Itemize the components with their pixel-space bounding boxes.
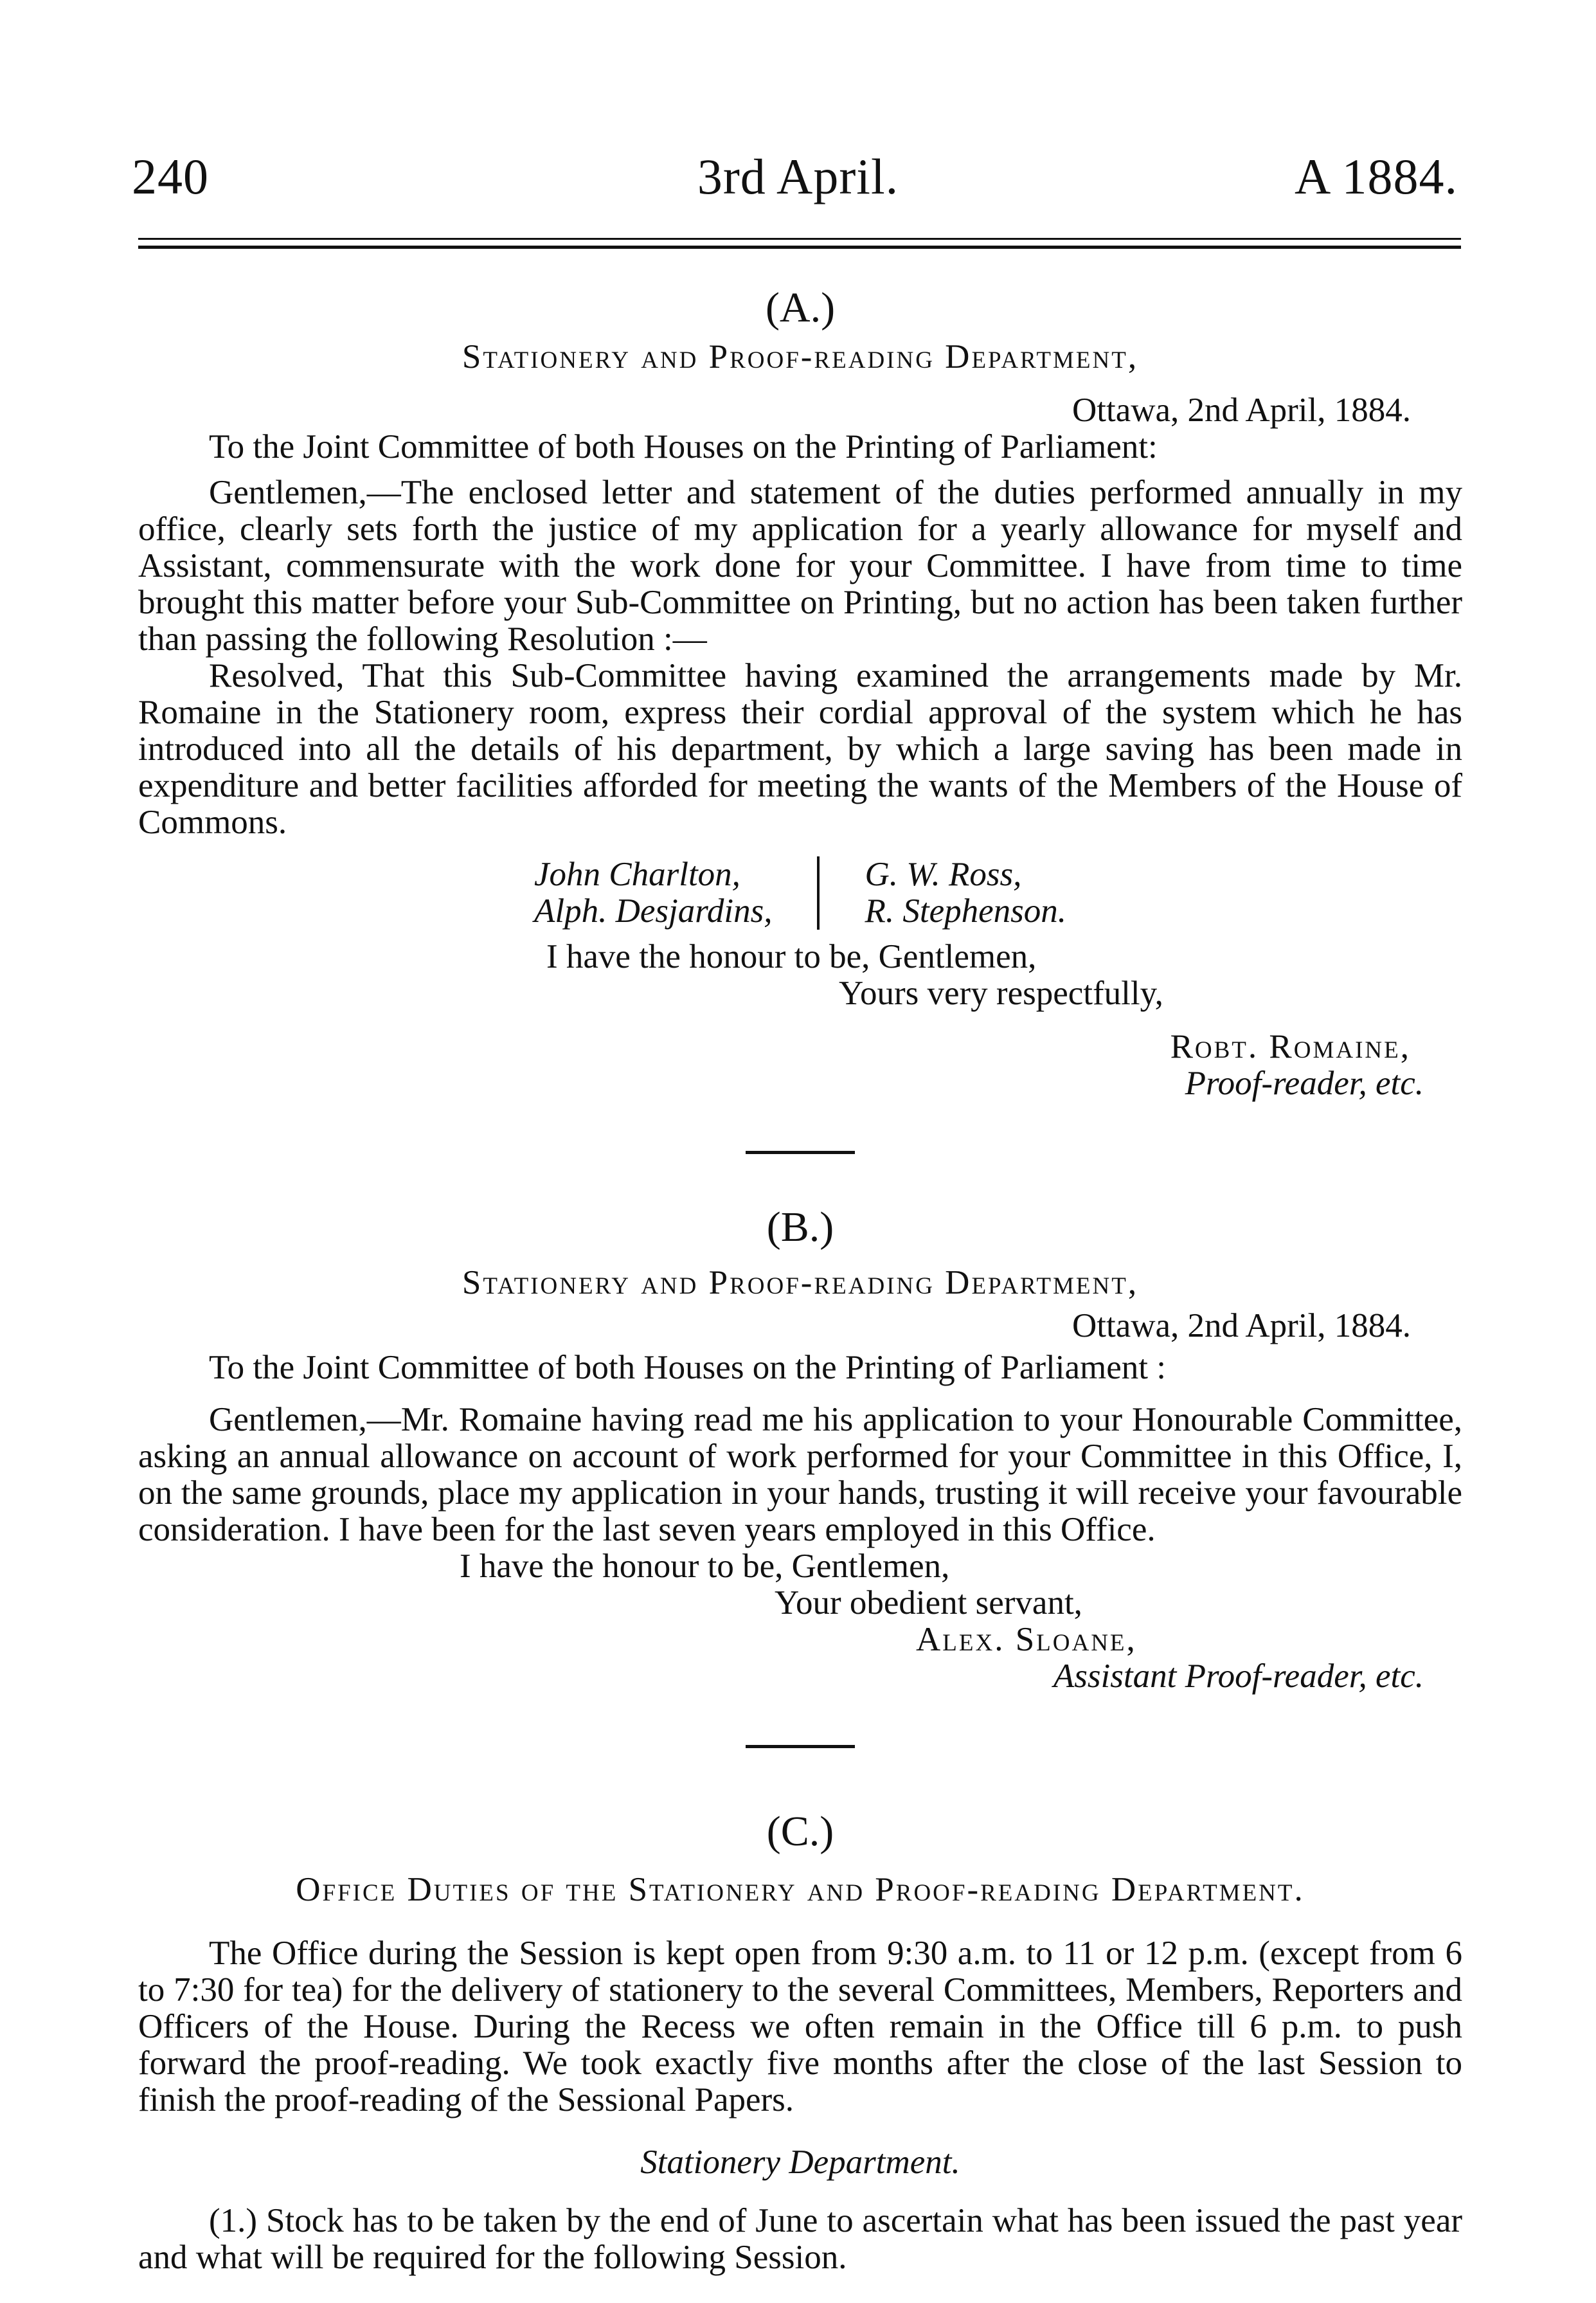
- section-c: [138, 1808, 1462, 2276]
- section-a-signature-title: Proof-reader, etc.: [1185, 1065, 1424, 1102]
- section-c-paragraph-1: The Office during the Session is kept open from 9:30 a.m. to 11 or 12 p.m. (except from 6 to 7:30 for tea) for the delivery of stationery to the several Committees, Members, Reporters and Officers of the House. During the Recess we often remain in the Office till 6 p.m. to push forward the proof-reading. We took exactly five months after the close of the last Session to finish the proof-reading of the Sessional Papers.: [138, 1935, 1462, 2118]
- page-number: 240: [132, 149, 209, 204]
- section-divider: [746, 1745, 855, 1748]
- section-a-paragraph-2: Resolved, That this Sub-Committee having examined the arrangements made by Mr. Romaine in the Stationery room, express their cordial approval of the system which he has introduced into all the details of his department, by which a large saving has been made in expenditure and better facilities afforded for meeting the wants of the Members of the House of Commons.: [138, 657, 1462, 841]
- committee-signatories: [138, 856, 1462, 930]
- section-c-heading: Office Duties of the Stationery and Proof-reading Department.: [296, 1871, 1305, 1908]
- section-a-department: Stationery and Proof-reading Department,: [462, 338, 1139, 375]
- section-b-label: (B.): [766, 1204, 834, 1251]
- section-b-closing-2: Your obedient servant,: [775, 1584, 1082, 1621]
- section-a-place-date: Ottawa, 2nd April, 1884.: [1072, 392, 1411, 429]
- section-b-place-date: Ottawa, 2nd April, 1884.: [1072, 1307, 1411, 1344]
- volume-label: A 1884.: [1294, 149, 1458, 204]
- section-c-subheading: Stationery Department.: [640, 2144, 960, 2181]
- section-c-label: (C.): [766, 1808, 834, 1855]
- section-a-paragraph-1: Gentlemen,—The enclosed letter and statement of the duties performed annually in my office, clearly sets forth the justice of my application for a yearly allowance for myself and Assistant, commensurate with the work done for your Committee. I have from time to time brought this matter before your Sub-Committee on Printing, but no action has been taken further than passing the following Resolution :—: [138, 474, 1462, 658]
- section-a: [138, 284, 1462, 1154]
- section-b-addressee: To the Joint Committee of both Houses on the Printing of Parliament :: [209, 1349, 1166, 1386]
- signatories-right: [820, 856, 1092, 930]
- section-b-signature-name: Alex. Sloane,: [916, 1621, 1137, 1658]
- signatory: John Charlton,: [533, 856, 740, 893]
- section-b-paragraph-1: Gentlemen,—Mr. Romaine having read me his application to your Honourable Committee, asking an annual allowance on account of work performed for your Committee in this Office, I, on the same grounds, place my application in your hands, trusting it will receive your favourable consideration. I have been for the last seven years employed in this Office.: [138, 1401, 1462, 1548]
- signatories-left: [508, 856, 820, 930]
- section-a-closing-2: Yours very respectfully,: [839, 975, 1163, 1012]
- section-a-addressee: To the Joint Committee of both Houses on the Printing of Parliament:: [209, 428, 1158, 465]
- section-b-closing-1: I have the honour to be, Gentlemen,: [460, 1548, 950, 1585]
- signatory: G. W. Ross,: [865, 856, 1022, 893]
- section-b-department: Stationery and Proof-reading Department,: [462, 1264, 1139, 1301]
- section-c-item-1: (1.) Stock has to be taken by the end of June to ascertain what has been issued the past year and what will be required for the following Session.: [138, 2202, 1462, 2276]
- header-rule-thin: [138, 238, 1461, 240]
- section-b-signature-title: Assistant Proof-reader, etc.: [1053, 1657, 1424, 1695]
- section-a-closing-1: I have the honour to be, Gentlemen,: [546, 938, 1037, 975]
- header-rule-thick: [138, 246, 1461, 249]
- section-a-signature-name: Robt. Romaine,: [1170, 1028, 1411, 1065]
- section-a-label: (A.): [765, 284, 836, 331]
- running-date: 3rd April.: [697, 149, 899, 204]
- signatory: Alph. Desjardins,: [533, 892, 773, 930]
- section-divider: [746, 1151, 855, 1154]
- signatory: R. Stephenson.: [865, 892, 1067, 930]
- section-b: [138, 1204, 1462, 1748]
